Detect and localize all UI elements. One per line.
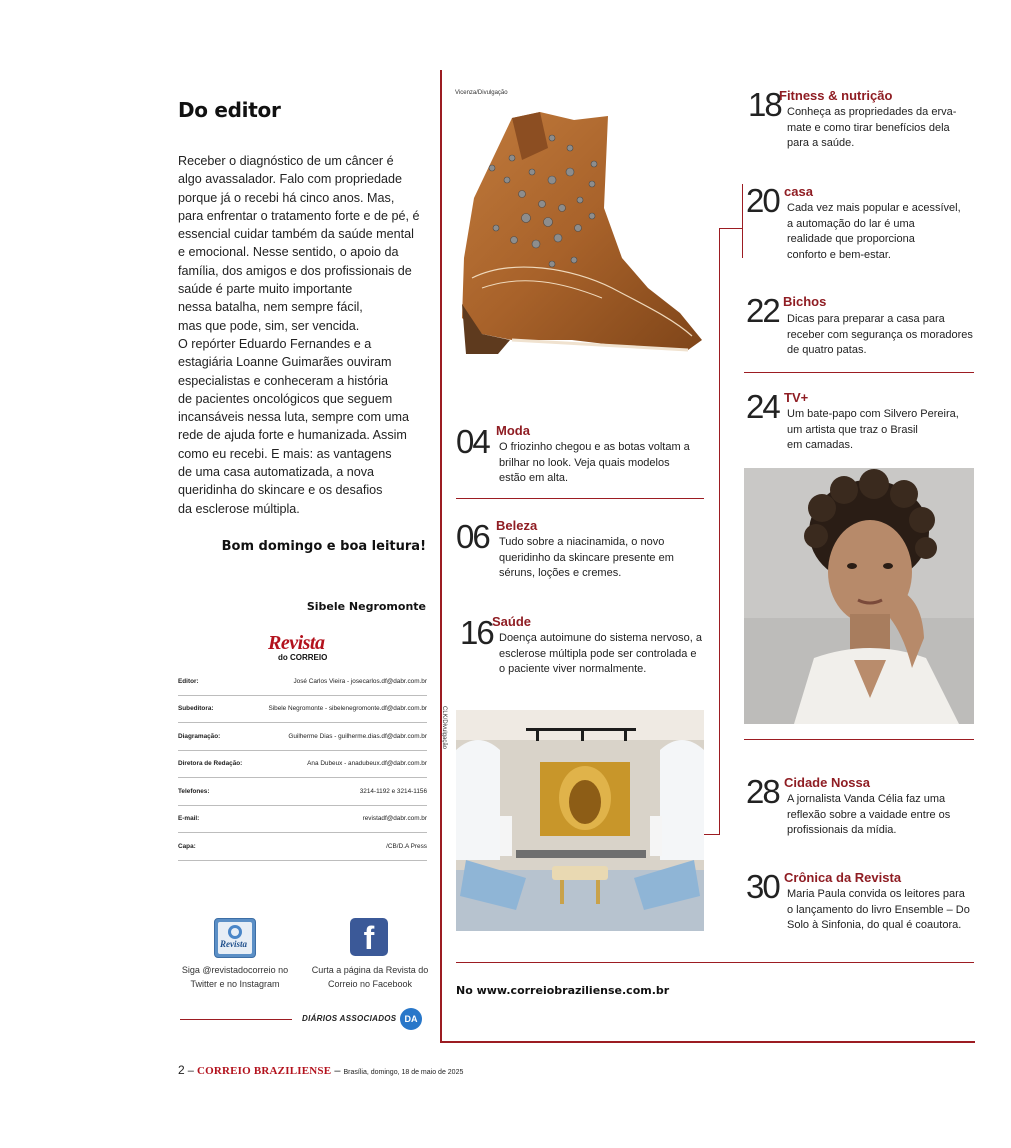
- toc-page-number: 28: [746, 773, 779, 810]
- credit-value: Guilherme Dias - guilherme.dias.df@dabr.com.br: [288, 732, 427, 740]
- toc-line: profissionais da mídia.: [787, 824, 897, 836]
- editor-text: [178, 152, 430, 518]
- revista-logo-sub: do CORREIO: [278, 653, 328, 662]
- toc-line: conforto e bem-estar.: [787, 248, 891, 261]
- toc-line: séruns, loções e cremes.: [499, 567, 622, 579]
- toc-page-number: 30: [746, 868, 779, 905]
- toc-line: receber com segurança os moradores: [787, 328, 973, 341]
- credit-row: [178, 806, 427, 834]
- editor-line: porque já o recebi há cinco anos. Mas,: [178, 190, 395, 205]
- twitter-bird-icon: [218, 922, 252, 954]
- divider-website: [456, 962, 974, 963]
- toc-page-number: 16: [460, 614, 493, 651]
- editor-line: da esclerose múltipla.: [178, 501, 300, 516]
- credit-value: Ana Dubeux - anadubeux.df@dabr.com.br: [307, 760, 427, 768]
- footer-dash: –: [187, 1065, 194, 1077]
- toc-section: Bichos: [783, 294, 827, 309]
- diarios-associados-label: DIÁRIOS ASSOCIADOS: [302, 1014, 397, 1023]
- editor-line: O repórter Eduardo Fernandes e a: [178, 336, 372, 351]
- credit-label: Diretora de Redação:: [178, 760, 243, 768]
- footer-rule: [180, 1019, 292, 1020]
- editor-line: mas que pode, sim, ser vencida.: [178, 318, 360, 333]
- toc-line: Doença autoimune do sistema nervoso, a: [499, 632, 703, 644]
- frame-bottom-rule: [440, 1041, 975, 1043]
- toc-page-number: 04: [456, 423, 489, 460]
- editor-line: estagiária Loanne Guimarães ouviram: [178, 355, 392, 370]
- twitter-icon-label: Revista: [220, 939, 247, 949]
- editor-line: e emocional. Nesse sentido, o apoio da: [178, 245, 399, 260]
- revista-logo-name: Revista: [268, 632, 325, 654]
- facebook-icon[interactable]: [350, 918, 388, 956]
- credit-label: Capa:: [178, 842, 196, 850]
- living-room-image: [456, 710, 704, 931]
- toc-page-number: 20: [746, 182, 779, 219]
- toc-description: [787, 201, 961, 263]
- footer-date: Brasília, domingo, 18 de maio de 2025: [343, 1069, 464, 1076]
- toc-entry-cronica[interactable]: [746, 870, 978, 940]
- page-number: 2: [178, 1063, 185, 1077]
- credit-value: revistadf@dabr.com.br: [362, 815, 427, 823]
- credit-label: Subeditora:: [178, 705, 214, 713]
- toc-line: a automação do lar é uma: [787, 217, 915, 230]
- footer-dash: –: [334, 1065, 341, 1077]
- credit-row: [178, 696, 427, 724]
- toc-entry-fitness[interactable]: [748, 88, 978, 158]
- toc-line: Tudo sobre a niacinamida, o novo: [499, 536, 665, 548]
- divider-bichos: [744, 372, 974, 373]
- credit-row: [178, 833, 427, 861]
- boot-image: [452, 108, 708, 358]
- toc-section: Moda: [496, 423, 530, 438]
- editor-line: queridinha do skincare e os desafios: [178, 483, 383, 498]
- toc-line: A jornalista Vanda Célia faz uma: [787, 793, 946, 805]
- toc-description: [787, 792, 950, 839]
- editor-line: de pacientes oncológicos que seguem: [178, 391, 393, 406]
- toc-page-number: 22: [746, 292, 779, 329]
- toc-line: estão em alta.: [499, 472, 569, 484]
- facebook-caption: Curta a página da Revista do Correio no Facebook: [311, 965, 429, 989]
- credit-value: 3214-1192 e 3214-1156: [359, 787, 427, 795]
- website-link[interactable]: No www.correiobraziliense.com.br: [456, 984, 670, 997]
- toc-line: queridinho da skincare presente em: [499, 551, 674, 564]
- editor-line: algo avassalador. Falo com propriedade: [178, 172, 403, 187]
- connector-top: [719, 228, 742, 229]
- frame-left-rule: [440, 70, 442, 1042]
- editor-signoff: Bom domingo e boa leitura!: [221, 539, 426, 554]
- credit-label: E-mail:: [178, 815, 200, 823]
- twitter-icon-face: [218, 922, 252, 954]
- toc-line: O friozinho chegou e as botas voltam a: [499, 441, 690, 453]
- toc-entry-casa[interactable]: [746, 184, 976, 269]
- toc-line: para a saúde.: [787, 137, 855, 149]
- toc-section: casa: [784, 184, 813, 199]
- credit-row: [178, 723, 427, 751]
- editor-line: rede de ajuda forte e humanizada. Assim: [178, 428, 407, 443]
- credit-label: Editor:: [178, 677, 199, 685]
- toc-line: em camadas.: [787, 439, 854, 451]
- toc-description: [787, 105, 956, 152]
- toc-page-number: 18: [748, 86, 781, 123]
- photo-credit-room: CLK/Divulgação: [441, 706, 447, 750]
- credit-value: Sibele Negromonte - sibelenegromonte.df@dabr.com.br: [268, 705, 427, 713]
- toc-line: Dicas para preparar a casa para: [787, 313, 945, 325]
- toc-description: [787, 312, 973, 359]
- toc-line: realidade que proporciona: [787, 233, 915, 245]
- editor-title: Do editor: [178, 98, 281, 122]
- credit-row: [178, 751, 427, 779]
- toc-line: esclerose múltipla pode ser controlada e: [499, 647, 697, 660]
- toc-line: Maria Paula convida os leitores para: [787, 888, 965, 900]
- toc-description: [499, 535, 674, 582]
- divider-moda: [456, 498, 704, 499]
- credit-value: José Carlos Vieira - josecarlos.df@dabr.com.br: [293, 677, 427, 685]
- editor-line: para enfrentar o tratamento forte e de pé, é: [178, 208, 420, 223]
- toc-description: [499, 631, 702, 678]
- page-footer: [178, 1063, 463, 1077]
- divider-portrait: [744, 739, 974, 740]
- toc-entry-moda[interactable]: [456, 421, 706, 491]
- toc-line: um artista que traz o Brasil: [787, 423, 918, 436]
- credit-label: Diagramação:: [178, 732, 221, 740]
- toc-entry-cidade-nossa[interactable]: [746, 775, 976, 845]
- toc-section: Saúde: [492, 614, 532, 629]
- toc-section: TV+: [784, 390, 809, 405]
- toc-line: Um bate-papo com Silvero Pereira,: [787, 408, 959, 420]
- toc-page-number: 24: [746, 388, 779, 425]
- editor-line: família, dos amigos e dos profissionais de: [178, 263, 412, 278]
- toc-line: o paciente viver normalmente.: [499, 663, 647, 675]
- editor-author: Sibele Negromonte: [306, 600, 426, 613]
- toc-description: [787, 407, 959, 454]
- credit-value: /CB/D.A Press: [386, 842, 427, 850]
- toc-line: reflexão sobre a vaidade entre os: [787, 808, 951, 821]
- portrait-image: [744, 468, 974, 724]
- credit-row: [178, 668, 427, 696]
- editor-line: especialistas e conheceram a história: [178, 373, 389, 388]
- toc-line: Conheça as propriedades da erva-: [787, 106, 957, 118]
- toc-line: o lançamento do livro Ensemble – Do: [787, 903, 970, 916]
- editor-line: essencial cuidar também da saúde mental: [178, 227, 414, 242]
- toc-line: Cada vez mais popular e acessível,: [787, 202, 961, 214]
- toc-page-number: 06: [456, 518, 489, 555]
- toc-line: Solo à Sinfonia, do qual é coautora.: [787, 919, 962, 931]
- toc-description: [499, 440, 690, 487]
- bracket-casa: [742, 184, 743, 258]
- connector-rule: [719, 228, 720, 834]
- toc-line: brilhar no look. Veja quais modelos: [499, 456, 670, 469]
- toc-line: de quatro patas.: [787, 344, 867, 356]
- editor-line: saúde é parte muito importante: [178, 282, 353, 297]
- editor-line: de uma casa automatizada, a nova: [178, 465, 375, 480]
- toc-section: Fitness & nutrição: [779, 88, 893, 103]
- editor-line: incansáveis nessa luta, sempre com uma: [178, 410, 409, 425]
- toc-section: Crônica da Revista: [784, 870, 902, 885]
- toc-entry-beleza[interactable]: [456, 516, 706, 586]
- facebook-icon-letter: f: [363, 920, 375, 956]
- credit-row: [178, 778, 427, 806]
- twitter-caption: Siga @revistadocorreio no Twitter e no Instagram: [181, 965, 289, 989]
- toc-line: mate e como tirar benefícios dela: [787, 121, 950, 134]
- toc-section: Cidade Nossa: [784, 775, 870, 790]
- toc-entry-saude[interactable]: [460, 612, 710, 682]
- toc-entry-bichos[interactable]: [746, 294, 976, 364]
- footer-brand: CORREIO BRAZILIENSE: [196, 1065, 332, 1077]
- twitter-icon[interactable]: [214, 918, 256, 958]
- toc-description: [787, 887, 970, 934]
- toc-entry-tv[interactable]: [746, 390, 976, 460]
- editor-line: nessa batalha, nem sempre fácil,: [178, 300, 363, 315]
- diarios-associados-logo: DA: [400, 1008, 422, 1030]
- editor-line: como eu recebi. E mais: as vantagens: [178, 446, 392, 461]
- credit-label: Telefones:: [178, 787, 210, 795]
- staff-credits: [178, 668, 427, 861]
- editor-line: Receber o diagnóstico de um câncer é: [178, 154, 394, 168]
- toc-section: Beleza: [496, 518, 538, 533]
- photo-credit-boot: Vicenza/Divulgação: [455, 90, 508, 96]
- revista-logo: [268, 633, 338, 667]
- connector-bottom: [704, 834, 720, 835]
